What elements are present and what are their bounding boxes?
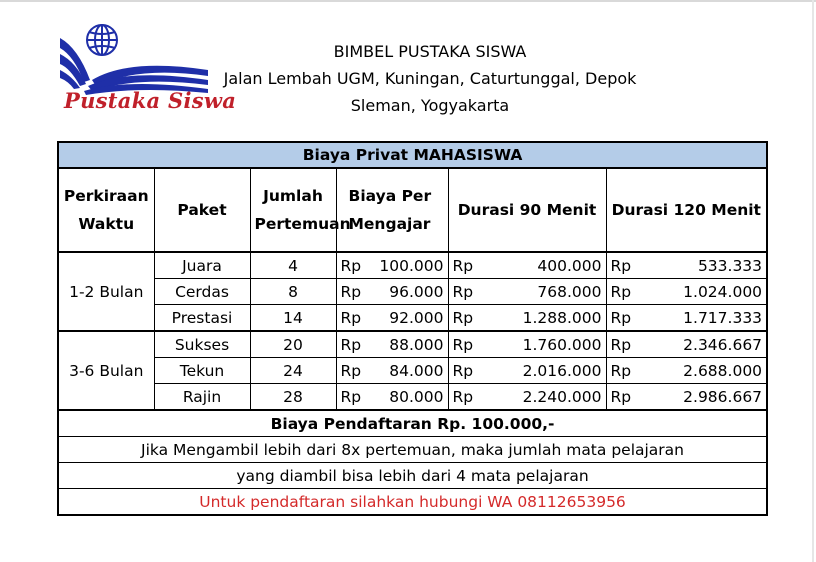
d120-value: 1.024.000 bbox=[683, 282, 763, 301]
currency-label: Rp bbox=[452, 387, 474, 406]
d120-value: 2.346.667 bbox=[683, 335, 763, 354]
d90-cell bbox=[448, 331, 606, 358]
footer-row bbox=[58, 437, 767, 463]
table-title: Biaya Privat MAHASISWA bbox=[58, 142, 767, 168]
d90-cell bbox=[448, 358, 606, 384]
currency-label: Rp bbox=[452, 308, 474, 327]
biaya-cell bbox=[336, 384, 448, 411]
contact-info: Untuk pendaftaran silahkan hubungi WA 08112653956 bbox=[58, 489, 767, 516]
right-border bbox=[812, 0, 814, 562]
biaya-value: 92.000 bbox=[389, 308, 444, 327]
d120-value: 533.333 bbox=[697, 256, 763, 275]
header-durasi-90: Durasi 90 Menit bbox=[448, 168, 606, 252]
d90-value: 768.000 bbox=[537, 282, 602, 301]
header-biaya: Biaya Per Mengajar bbox=[336, 168, 448, 252]
d90-cell bbox=[448, 252, 606, 279]
currency-label: Rp bbox=[610, 335, 632, 354]
footer-row bbox=[58, 410, 767, 437]
currency-label: Rp bbox=[340, 335, 362, 354]
waktu-cell: 1-2 Bulan bbox=[58, 252, 154, 331]
paket-cell: Prestasi bbox=[154, 305, 250, 332]
logo-text: Pustaka Siswa bbox=[64, 88, 237, 113]
currency-label: Rp bbox=[452, 335, 474, 354]
header bbox=[200, 38, 660, 119]
table-row bbox=[58, 358, 767, 384]
registration-fee: Biaya Pendaftaran Rp. 100.000,- bbox=[58, 410, 767, 437]
currency-label: Rp bbox=[610, 387, 632, 406]
paket-cell: Cerdas bbox=[154, 279, 250, 305]
d90-value: 2.240.000 bbox=[522, 387, 602, 406]
table-title-row bbox=[58, 142, 767, 168]
header-durasi-120: Durasi 120 Menit bbox=[606, 168, 767, 252]
currency-label: Rp bbox=[610, 256, 632, 275]
header-address: Jalan Lembah UGM, Kuningan, Caturtunggal, Depok bbox=[223, 69, 637, 88]
currency-label: Rp bbox=[610, 282, 632, 301]
currency-label: Rp bbox=[452, 361, 474, 380]
table-row bbox=[58, 252, 767, 279]
jumlah-cell: 4 bbox=[250, 252, 336, 279]
d90-cell bbox=[448, 384, 606, 411]
waktu-cell: 3-6 Bulan bbox=[58, 331, 154, 410]
paket-cell: Tekun bbox=[154, 358, 250, 384]
d90-value: 400.000 bbox=[537, 256, 602, 275]
currency-label: Rp bbox=[340, 308, 362, 327]
currency-label: Rp bbox=[340, 282, 362, 301]
jumlah-cell: 8 bbox=[250, 279, 336, 305]
jumlah-cell: 14 bbox=[250, 305, 336, 332]
d90-value: 1.760.000 bbox=[522, 335, 602, 354]
biaya-value: 96.000 bbox=[389, 282, 444, 301]
biaya-cell bbox=[336, 305, 448, 332]
header-city: Sleman, Yogyakarta bbox=[350, 96, 510, 115]
biaya-cell bbox=[336, 252, 448, 279]
table-row bbox=[58, 331, 767, 358]
d90-cell bbox=[448, 305, 606, 332]
d120-cell bbox=[606, 279, 767, 305]
jumlah-cell: 20 bbox=[250, 331, 336, 358]
currency-label: Rp bbox=[452, 282, 474, 301]
note-line-1: Jika Mengambil lebih dari 8x pertemuan, maka jumlah mata pelajaran bbox=[58, 437, 767, 463]
currency-label: Rp bbox=[452, 256, 474, 275]
biaya-cell bbox=[336, 358, 448, 384]
biaya-value: 80.000 bbox=[389, 387, 444, 406]
paket-cell: Juara bbox=[154, 252, 250, 279]
header-row bbox=[58, 168, 767, 252]
biaya-cell bbox=[336, 331, 448, 358]
d90-cell bbox=[448, 279, 606, 305]
d120-cell bbox=[606, 252, 767, 279]
currency-label: Rp bbox=[340, 361, 362, 380]
currency-label: Rp bbox=[610, 361, 632, 380]
table-row bbox=[58, 384, 767, 411]
d120-value: 2.986.667 bbox=[683, 387, 763, 406]
price-table-container bbox=[57, 141, 766, 516]
d120-value: 1.717.333 bbox=[683, 308, 763, 327]
d120-cell bbox=[606, 358, 767, 384]
paket-cell: Rajin bbox=[154, 384, 250, 411]
note-line-2: yang diambil bisa lebih dari 4 mata pelajaran bbox=[58, 463, 767, 489]
price-table bbox=[57, 141, 768, 516]
d120-value: 2.688.000 bbox=[683, 361, 763, 380]
footer-row bbox=[58, 489, 767, 516]
biaya-cell bbox=[336, 279, 448, 305]
header-paket: Paket bbox=[154, 168, 250, 252]
footer-row bbox=[58, 463, 767, 489]
header-waktu: Perkiraan Waktu bbox=[58, 168, 154, 252]
d120-cell bbox=[606, 384, 767, 411]
header-jumlah: Jumlah Pertemuan bbox=[250, 168, 336, 252]
biaya-value: 88.000 bbox=[389, 335, 444, 354]
currency-label: Rp bbox=[610, 308, 632, 327]
currency-label: Rp bbox=[340, 256, 362, 275]
table-row bbox=[58, 305, 767, 332]
paket-cell: Sukses bbox=[154, 331, 250, 358]
top-border bbox=[0, 0, 816, 2]
jumlah-cell: 28 bbox=[250, 384, 336, 411]
d120-cell bbox=[606, 305, 767, 332]
header-title: BIMBEL PUSTAKA SISWA bbox=[333, 42, 527, 61]
jumlah-cell: 24 bbox=[250, 358, 336, 384]
table-row bbox=[58, 279, 767, 305]
biaya-value: 100.000 bbox=[379, 256, 444, 275]
biaya-value: 84.000 bbox=[389, 361, 444, 380]
d90-value: 2.016.000 bbox=[522, 361, 602, 380]
d90-value: 1.288.000 bbox=[522, 308, 602, 327]
d120-cell bbox=[606, 331, 767, 358]
currency-label: Rp bbox=[340, 387, 362, 406]
